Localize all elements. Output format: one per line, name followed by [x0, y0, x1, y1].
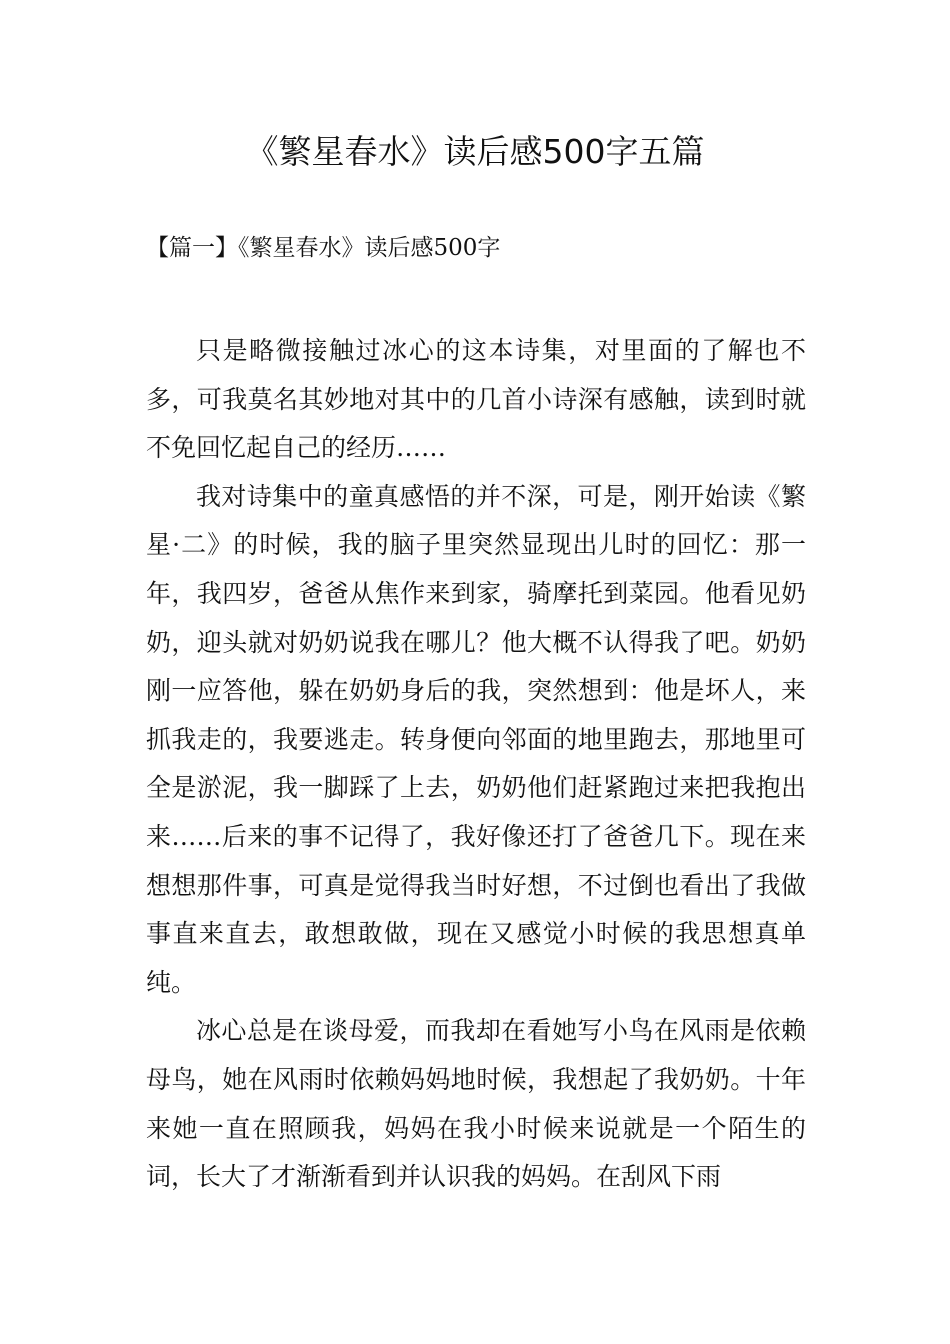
paragraph: 只是略微接触过冰心的这本诗集，对里面的了解也不多，可我莫名其妙地对其中的几首小诗深有感触，读到时就不免回忆起自己的经历……: [146, 336, 806, 463]
paragraph: 我对诗集中的童真感悟的并不深，可是，刚开始读《繁星·二》的时候，我的脑子里突然显现出儿时的回忆：那一年，我四岁，爸爸从焦作来到家，骑摩托到菜园。他看见奶奶，迎头就对奶奶说我在哪儿？他大概不认得我了吧。奶奶刚一应答他，躲在奶奶身后的我，突然想到：他是坏人，来抓我走的，我要逃走。转身便向邻面的地里跑去，那地里可全是淤泥，我一脚踩了上去，奶奶他们赶紧跑过来把我抱出来……后来的事不记得了，我好像还打了爸爸几下。现在来想想那件事，可真是觉得我当时好想，不过倒也看出了我做事直来直去，敢想敢做，现在又感觉小时候的我思想真单纯。: [146, 481, 806, 997]
body-text: [146, 327, 806, 1202]
section-heading: 【篇一】《繁星春水》读后感500字: [146, 235, 501, 261]
document-title: 《繁星春水》读后感500字五篇: [245, 132, 705, 171]
paragraph: 冰心总是在谈母爱，而我却在看她写小鸟在风雨是依赖母鸟，她在风雨时依赖妈妈地时候，我想起了我奶奶。十年来她一直在照顾我，妈妈在我小时候来说就是一个陌生的词，长大了才渐渐看到并认识我的妈妈。在刮风下雨: [146, 1016, 806, 1192]
